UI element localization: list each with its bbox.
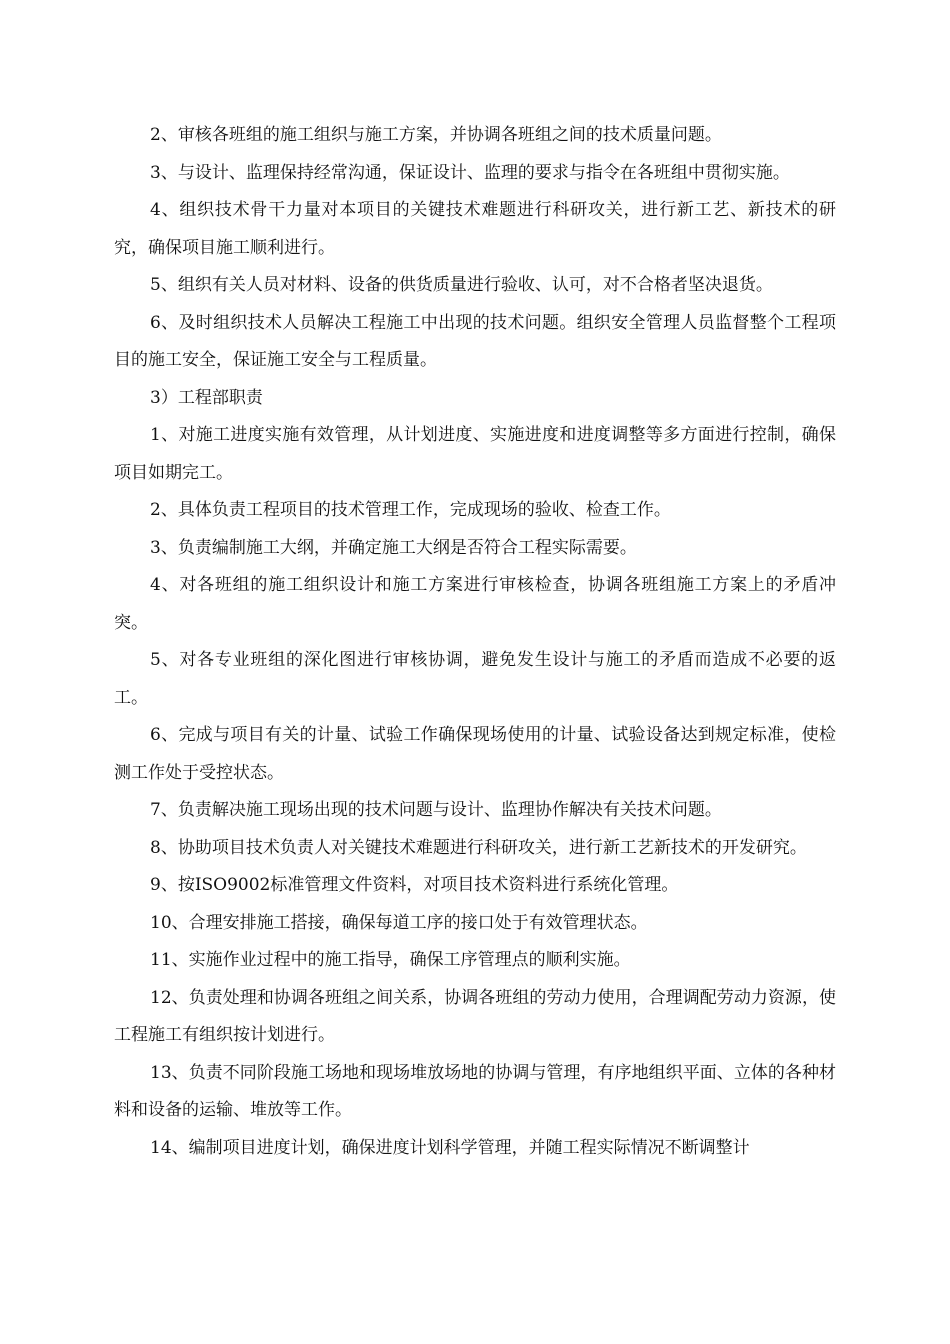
paragraph-10-sequencing: 10、合理安排施工搭接，确保每道工序的接口处于有效管理状态。 [150, 912, 648, 933]
paragraph-13-site-layout: 13、负责不同阶段施工场地和现场堆放场地的协调与管理，有序地组织平面、立体的各种材料和设备的运输、堆放等工作。 [114, 1062, 836, 1120]
paragraph-6-technical-issues: 6、及时组织技术人员解决工程施工中出现的技术问题。组织安全管理人员监督整个工程项目的施工安全，保证施工安全与工程质量。 [114, 312, 836, 370]
paragraph-9-iso-documents: 9、按ISO9002标准管理文件资料，对项目技术资料进行系统化管理。 [150, 875, 679, 895]
paragraph-2-tech-management: 2、具体负责工程项目的技术管理工作，完成现场的验收、检查工作。 [150, 500, 671, 520]
paragraph-7-site-issues: 7、负责解决施工现场出现的技术问题与设计、监理协作解决有关技术问题。 [150, 800, 722, 820]
paragraph-2-review-plans: 2、审核各班组的施工组织与施工方案，并协调各班组之间的技术质量问题。 [150, 125, 722, 145]
paragraph-3-communication: 3、与设计、监理保持经常沟通，保证设计、监理的要求与指令在各班组中贯彻实施。 [150, 162, 790, 183]
section-heading-engineering-dept: 3）工程部职责 [150, 387, 263, 408]
paragraph-3-outline: 3、负责编制施工大纲，并确定施工大纲是否符合工程实际需要。 [150, 537, 637, 558]
paragraph-5-drawings: 5、对各专业班组的深化图进行审核协调，避免发生设计与施工的矛盾而造成不必要的返工。 [114, 650, 836, 708]
paragraph-14-schedule-plan: 14、编制项目进度计划，确保进度计划科学管理，并随工程实际情况不断调整计 [150, 1137, 750, 1158]
paragraph-4-plan-review: 4、对各班组的施工组织设计和施工方案进行审核检查，协调各班组施工方案上的矛盾冲突。 [114, 575, 836, 633]
paragraph-11-guidance: 11、实施作业过程中的施工指导，确保工序管理点的顺利实施。 [150, 950, 631, 970]
paragraph-6-measurement: 6、完成与项目有关的计量、试验工作确保现场使用的计量、试验设备达到规定标准，使检测工作处于受控状态。 [114, 725, 836, 783]
paragraph-12-coordination: 12、负责处理和协调各班组之间关系，协调各班组的劳动力使用，合理调配劳动力资源，使工程施工有组织按计划进行。 [114, 987, 836, 1045]
document-body [114, 117, 836, 1167]
paragraph-5-acceptance: 5、组织有关人员对材料、设备的供货质量进行验收、认可，对不合格者坚决退货。 [150, 275, 773, 295]
paragraph-1-schedule: 1、对施工进度实施有效管理，从计划进度、实施进度和进度调整等多方面进行控制，确保项目如期完工。 [114, 425, 836, 483]
paragraph-4-research: 4、组织技术骨干力量对本项目的关键技术难题进行科研攻关，进行新工艺、新技术的研究，确保项目施工顺利进行。 [114, 200, 836, 258]
paragraph-8-assist-research: 8、协助项目技术负责人对关键技术难题进行科研攻关，进行新工艺新技术的开发研究。 [150, 837, 807, 858]
